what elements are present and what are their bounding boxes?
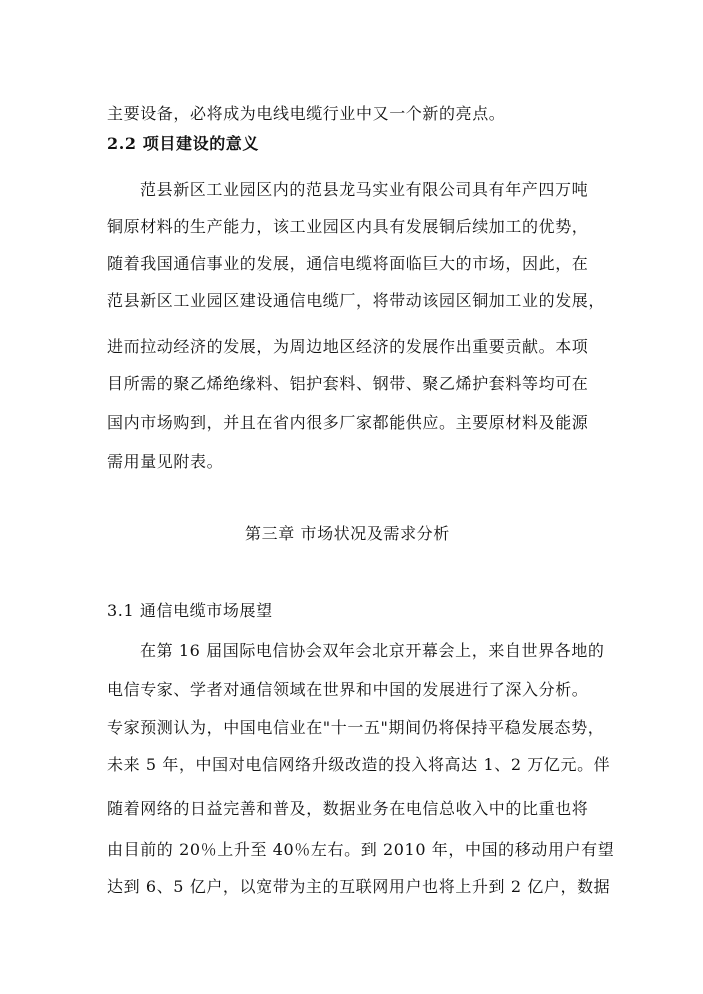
paragraph-line: 需用量见附表。 — [107, 452, 224, 471]
paragraph-line: 在第 16 届国际电信协会双年会北京开幕会上，来自世界各地的 — [140, 641, 605, 660]
paragraph-line: 范县新区工业园区内的范县龙马实业有限公司具有年产四万吨 — [140, 180, 589, 199]
section-heading-3-1: 3.1 通信电缆市场展望 — [107, 601, 273, 620]
section-heading-2-2: 2.2 项目建设的意义 — [107, 134, 260, 153]
paragraph-line: 达到 6、5 亿户，以宽带为主的互联网用户也将上升到 2 亿户，数据 — [107, 877, 611, 896]
paragraph-line: 未来 5 年，中国对电信网络升级改造的投入将高达 1、2 万亿元。伴 — [107, 755, 611, 774]
paragraph-line: 国内市场购到，并且在省内很多厂家都能供应。主要原材料及能源 — [107, 413, 589, 432]
paragraph-line: 电信专家、学者对通信领域在世界和中国的发展进行了深入分析。 — [107, 680, 589, 699]
text-line: 主要设备，必将成为电线电缆行业中又一个新的亮点。 — [107, 104, 506, 123]
chapter-title: 第三章 市场状况及需求分析 — [245, 524, 450, 543]
paragraph-line: 专家预测认为，中国电信业在"十一五"期间仍将保持平稳发展态势， — [107, 718, 605, 737]
paragraph-line: 铜原材料的生产能力，该工业园区内具有发展铜后续加工的优势， — [107, 217, 589, 236]
paragraph-line: 进而拉动经济的发展，为周边地区经济的发展作出重要贡献。本项 — [107, 337, 589, 356]
paragraph-line: 目所需的聚乙烯绝缘料、铝护套料、钢带、聚乙烯护套料等均可在 — [107, 374, 589, 393]
paragraph-line: 随着我国通信事业的发展，通信电缆将面临巨大的市场，因此，在 — [107, 254, 589, 273]
paragraph-line: 由目前的 20％上升至 40％左右。到 2010 年，中国的移动用户有望 — [107, 840, 615, 859]
paragraph-line: 随着网络的日益完善和普及，数据业务在电信总收入中的比重也将 — [107, 799, 589, 818]
paragraph-line: 范县新区工业园区建设通信电缆厂，将带动该园区铜加工业的发展， — [107, 291, 606, 310]
